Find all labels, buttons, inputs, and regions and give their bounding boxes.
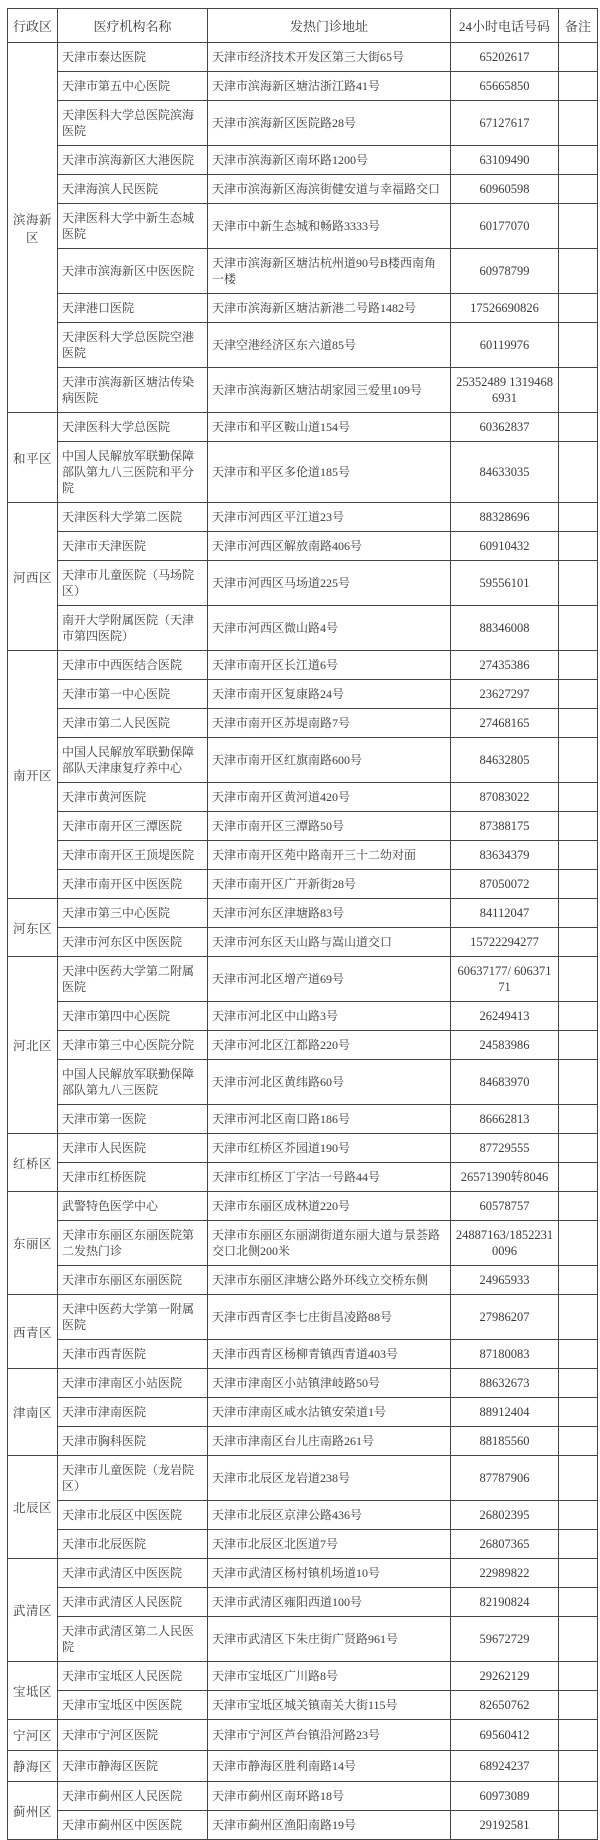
table-row — [8, 146, 598, 175]
address-cell: 天津市和平区多伦道185号 — [208, 442, 451, 503]
phone-cell: 83634379 — [451, 841, 559, 870]
hospital-name-cell: 天津市红桥医院 — [58, 1163, 208, 1192]
phone-cell: 27986207 — [451, 1295, 559, 1340]
address-cell: 天津市西青区杨柳青镇西青道403号 — [208, 1340, 451, 1369]
address-cell: 天津市北辰区北医道7号 — [208, 1530, 451, 1559]
hospital-name-cell: 天津市南开区中医医院 — [58, 870, 208, 899]
address-cell: 天津市北辰区龙岩道238号 — [208, 1456, 451, 1501]
table-header-row — [8, 9, 598, 43]
table-row — [8, 1266, 598, 1295]
table-row — [8, 503, 598, 532]
phone-cell: 26571390转8046 — [451, 1163, 559, 1192]
hospital-name-cell: 天津市滨海新区大港医院 — [58, 146, 208, 175]
phone-cell: 60362837 — [451, 413, 559, 442]
phone-cell: 67127617 — [451, 101, 559, 146]
address-cell: 天津市东丽区成林道220号 — [208, 1192, 451, 1221]
phone-cell: 84112047 — [451, 899, 559, 928]
address-cell: 天津市滨海新区塘沽杭州道90号B楼西南角一楼 — [208, 249, 451, 294]
fever-clinic-table — [7, 8, 598, 1840]
note-cell — [559, 870, 598, 899]
table-row — [8, 680, 598, 709]
table-row — [8, 368, 598, 413]
note-cell — [559, 1060, 598, 1105]
hospital-name-cell: 天津医科大学总医院空港医院 — [58, 323, 208, 368]
phone-cell: 69560412 — [451, 1720, 559, 1751]
table-row — [8, 561, 598, 606]
hospital-name-cell: 中国人民解放军联勤保障部队第九八三医院 — [58, 1060, 208, 1105]
phone-cell: 27435386 — [451, 651, 559, 680]
table-row — [8, 43, 598, 72]
hospital-name-cell: 天津市蓟州区人民医院 — [58, 1782, 208, 1811]
hospital-name-cell: 天津海滨人民医院 — [58, 175, 208, 204]
table-row — [8, 101, 598, 146]
address-cell: 天津市滨海新区塘沽胡家园三爱里109号 — [208, 368, 451, 413]
note-cell — [559, 1782, 598, 1811]
header-phone: 24小时电话号码 — [451, 9, 559, 43]
phone-cell: 29262129 — [451, 1662, 559, 1691]
address-cell: 天津市红桥区芥园道190号 — [208, 1134, 451, 1163]
note-cell — [559, 1456, 598, 1501]
hospital-name-cell: 中国人民解放军联勤保障部队第九八三医院和平分院 — [58, 442, 208, 503]
table-row — [8, 1782, 598, 1811]
phone-cell: 17526690826 — [451, 294, 559, 323]
hospital-name-cell: 天津市武清区人民医院 — [58, 1588, 208, 1617]
hospital-name-cell: 天津市黄河医院 — [58, 783, 208, 812]
table-row — [8, 738, 598, 783]
table-row — [8, 442, 598, 503]
address-cell: 天津市南开区复康路24号 — [208, 680, 451, 709]
district-cell: 北辰区 — [8, 1456, 58, 1559]
table-row — [8, 957, 598, 1002]
hospital-name-cell: 天津市宁河区医院 — [58, 1720, 208, 1751]
table-row — [8, 1295, 598, 1340]
hospital-name-cell: 天津市静海区医院 — [58, 1751, 208, 1782]
note-cell — [559, 1163, 598, 1192]
note-cell — [559, 1501, 598, 1530]
phone-cell: 65202617 — [451, 43, 559, 72]
table-row — [8, 1530, 598, 1559]
table-body — [8, 43, 598, 1840]
address-cell: 天津市南开区苏堤南路7号 — [208, 709, 451, 738]
hospital-name-cell: 天津市儿童医院（龙岩院区） — [58, 1456, 208, 1501]
table-row — [8, 899, 598, 928]
note-cell — [559, 709, 598, 738]
table-row — [8, 841, 598, 870]
address-cell: 天津市滨海新区医院路28号 — [208, 101, 451, 146]
note-cell — [559, 651, 598, 680]
table-row — [8, 413, 598, 442]
table-row — [8, 1105, 598, 1134]
hospital-name-cell: 南开大学附属医院（天津市第四医院） — [58, 606, 208, 651]
note-cell — [559, 899, 598, 928]
note-cell — [559, 442, 598, 503]
table-row — [8, 1456, 598, 1501]
table-row — [8, 532, 598, 561]
district-cell: 和平区 — [8, 413, 58, 503]
table-row — [8, 1811, 598, 1840]
table-row — [8, 1691, 598, 1720]
header-hospital-name: 医疗机构名称 — [58, 9, 208, 43]
district-cell: 河西区 — [8, 503, 58, 651]
hospital-name-cell: 天津市第四中心医院 — [58, 1002, 208, 1031]
phone-cell: 26249413 — [451, 1002, 559, 1031]
note-cell — [559, 1398, 598, 1427]
address-cell: 天津市宝坻区广川路8号 — [208, 1662, 451, 1691]
phone-cell: 88185560 — [451, 1427, 559, 1456]
note-cell — [559, 561, 598, 606]
hospital-name-cell: 天津市第二人民医院 — [58, 709, 208, 738]
address-cell: 天津市南开区黄河道420号 — [208, 783, 451, 812]
hospital-name-cell: 武警特色医学中心 — [58, 1192, 208, 1221]
phone-cell: 60960598 — [451, 175, 559, 204]
note-cell — [559, 1295, 598, 1340]
district-cell: 津南区 — [8, 1369, 58, 1456]
phone-cell: 88632673 — [451, 1369, 559, 1398]
hospital-name-cell: 天津中医药大学第一附属医院 — [58, 1295, 208, 1340]
district-cell: 武清区 — [8, 1559, 58, 1662]
hospital-name-cell: 天津市第一中心医院 — [58, 680, 208, 709]
hospital-name-cell: 天津市北辰医院 — [58, 1530, 208, 1559]
hospital-name-cell: 天津市人民医院 — [58, 1134, 208, 1163]
hospital-name-cell: 天津港口医院 — [58, 294, 208, 323]
hospital-name-cell: 天津市滨海新区塘沽传染病医院 — [58, 368, 208, 413]
phone-cell: 60177070 — [451, 204, 559, 249]
hospital-name-cell: 天津市武清区第二人民医院 — [58, 1617, 208, 1662]
phone-cell: 63109490 — [451, 146, 559, 175]
header-note: 备注 — [559, 9, 598, 43]
district-cell: 南开区 — [8, 651, 58, 899]
phone-cell: 65665850 — [451, 72, 559, 101]
hospital-name-cell: 中国人民解放军联勤保障部队天津康复疗养中心 — [58, 738, 208, 783]
address-cell: 天津市滨海新区南环路1200号 — [208, 146, 451, 175]
hospital-name-cell: 天津市武清区中医医院 — [58, 1559, 208, 1588]
phone-cell: 59556101 — [451, 561, 559, 606]
phone-cell: 29192581 — [451, 1811, 559, 1840]
note-cell — [559, 1369, 598, 1398]
hospital-name-cell: 天津医科大学第二医院 — [58, 503, 208, 532]
note-cell — [559, 1031, 598, 1060]
note-cell — [559, 1691, 598, 1720]
hospital-name-cell: 天津市第三中心医院 — [58, 899, 208, 928]
table-row — [8, 204, 598, 249]
table-row — [8, 1163, 598, 1192]
hospital-name-cell: 天津市东丽区东丽医院第二发热门诊 — [58, 1221, 208, 1266]
note-cell — [559, 812, 598, 841]
note-cell — [559, 503, 598, 532]
note-cell — [559, 101, 598, 146]
address-cell: 天津市南开区长江道6号 — [208, 651, 451, 680]
hospital-name-cell: 天津医科大学中新生态城医院 — [58, 204, 208, 249]
address-cell: 天津市蓟州区渔阳南路19号 — [208, 1811, 451, 1840]
table-row — [8, 709, 598, 738]
phone-cell: 88328696 — [451, 503, 559, 532]
phone-cell: 88912404 — [451, 1398, 559, 1427]
table-row — [8, 651, 598, 680]
table-row — [8, 606, 598, 651]
note-cell — [559, 841, 598, 870]
table-row — [8, 1134, 598, 1163]
address-cell: 天津市静海区胜利南路14号 — [208, 1751, 451, 1782]
table-row — [8, 812, 598, 841]
address-cell: 天津市东丽区东丽湖街道东丽大道与景荟路交口北侧200米 — [208, 1221, 451, 1266]
hospital-name-cell: 天津市宝坻区中医医院 — [58, 1691, 208, 1720]
note-cell — [559, 146, 598, 175]
hospital-name-cell: 天津市儿童医院（马场院区） — [58, 561, 208, 606]
address-cell: 天津市西青区李七庄街昌凌路88号 — [208, 1295, 451, 1340]
address-cell: 天津市经济技术开发区第三大街65号 — [208, 43, 451, 72]
phone-cell: 82650762 — [451, 1691, 559, 1720]
note-cell — [559, 680, 598, 709]
note-cell — [559, 532, 598, 561]
address-cell: 天津市武清区雍阳西道100号 — [208, 1588, 451, 1617]
phone-cell: 87083022 — [451, 783, 559, 812]
note-cell — [559, 1559, 598, 1588]
district-cell: 东丽区 — [8, 1192, 58, 1295]
hospital-name-cell: 天津市东丽区东丽医院 — [58, 1266, 208, 1295]
phone-cell: 87050072 — [451, 870, 559, 899]
address-cell: 天津市滨海新区塘沽浙江路41号 — [208, 72, 451, 101]
table-row — [8, 1192, 598, 1221]
phone-cell: 87180083 — [451, 1340, 559, 1369]
note-cell — [559, 1340, 598, 1369]
table-row — [8, 1031, 598, 1060]
hospital-name-cell: 天津市第五中心医院 — [58, 72, 208, 101]
phone-cell: 26807365 — [451, 1530, 559, 1559]
address-cell: 天津市南开区苑中路南开三十二幼对面 — [208, 841, 451, 870]
hospital-name-cell: 天津市泰达医院 — [58, 43, 208, 72]
phone-cell: 84633035 — [451, 442, 559, 503]
address-cell: 天津市河北区中山路3号 — [208, 1002, 451, 1031]
hospital-name-cell: 天津市第三中心医院分院 — [58, 1031, 208, 1060]
phone-cell: 60978799 — [451, 249, 559, 294]
address-cell: 天津市河北区南口路186号 — [208, 1105, 451, 1134]
address-cell: 天津市滨海新区海滨街健安道与幸福路交口 — [208, 175, 451, 204]
table-row — [8, 175, 598, 204]
address-cell: 天津市和平区鞍山道154号 — [208, 413, 451, 442]
hospital-name-cell: 天津市北辰区中医医院 — [58, 1501, 208, 1530]
phone-cell: 24583986 — [451, 1031, 559, 1060]
phone-cell: 84632805 — [451, 738, 559, 783]
note-cell — [559, 1751, 598, 1782]
address-cell: 天津市南开区三潭路50号 — [208, 812, 451, 841]
address-cell: 天津市中新生态城和畅路3333号 — [208, 204, 451, 249]
address-cell: 天津市河东区天山路与嵩山道交口 — [208, 928, 451, 957]
hospital-name-cell: 天津市天津医院 — [58, 532, 208, 561]
note-cell — [559, 957, 598, 1002]
hospital-name-cell: 天津市西青医院 — [58, 1340, 208, 1369]
district-cell: 宁河区 — [8, 1720, 58, 1751]
note-cell — [559, 368, 598, 413]
district-cell: 河北区 — [8, 957, 58, 1134]
note-cell — [559, 1617, 598, 1662]
address-cell: 天津市河西区解放南路406号 — [208, 532, 451, 561]
phone-cell: 60973089 — [451, 1782, 559, 1811]
note-cell — [559, 1530, 598, 1559]
address-cell: 天津市河西区微山路4号 — [208, 606, 451, 651]
phone-cell: 87388175 — [451, 812, 559, 841]
note-cell — [559, 1427, 598, 1456]
hospital-name-cell: 天津市滨海新区中医医院 — [58, 249, 208, 294]
address-cell: 天津市滨海新区塘沽新港二号路1482号 — [208, 294, 451, 323]
table-row — [8, 870, 598, 899]
table-row — [8, 1559, 598, 1588]
hospital-name-cell: 天津市中西医结合医院 — [58, 651, 208, 680]
table-row — [8, 1720, 598, 1751]
hospital-name-cell: 天津市津南区小站医院 — [58, 1369, 208, 1398]
district-cell: 河东区 — [8, 899, 58, 957]
phone-cell: 68924237 — [451, 1751, 559, 1782]
phone-cell: 23627297 — [451, 680, 559, 709]
hospital-name-cell: 天津市第一医院 — [58, 1105, 208, 1134]
district-cell: 蓟州区 — [8, 1782, 58, 1840]
note-cell — [559, 606, 598, 651]
table-row — [8, 1340, 598, 1369]
phone-cell: 60119976 — [451, 323, 559, 368]
phone-cell: 15722294277 — [451, 928, 559, 957]
address-cell: 天津市宝坻区城关镇南关大街115号 — [208, 1691, 451, 1720]
note-cell — [559, 1811, 598, 1840]
district-cell: 宝坻区 — [8, 1662, 58, 1720]
address-cell: 天津市津南区咸水沽镇安荣道1号 — [208, 1398, 451, 1427]
phone-cell: 22989822 — [451, 1559, 559, 1588]
address-cell: 天津市北辰区京津公路436号 — [208, 1501, 451, 1530]
table-row — [8, 1002, 598, 1031]
hospital-name-cell: 天津市南开区王顶堤医院 — [58, 841, 208, 870]
address-cell: 天津市蓟州区南环路18号 — [208, 1782, 451, 1811]
table-row — [8, 783, 598, 812]
note-cell — [559, 294, 598, 323]
address-cell: 天津市津南区台儿庄南路261号 — [208, 1427, 451, 1456]
address-cell: 天津市南开区红旗南路600号 — [208, 738, 451, 783]
phone-cell: 60910432 — [451, 532, 559, 561]
hospital-name-cell: 天津医科大学总医院滨海医院 — [58, 101, 208, 146]
phone-cell: 87729555 — [451, 1134, 559, 1163]
phone-cell: 60637177/ 60637171 — [451, 957, 559, 1002]
table-row — [8, 249, 598, 294]
header-district: 行政区 — [8, 9, 58, 43]
note-cell — [559, 323, 598, 368]
hospital-name-cell: 天津市宝坻区人民医院 — [58, 1662, 208, 1691]
table-row — [8, 294, 598, 323]
table-row — [8, 72, 598, 101]
hospital-name-cell: 天津市蓟州区中医医院 — [58, 1811, 208, 1840]
note-cell — [559, 249, 598, 294]
note-cell — [559, 1221, 598, 1266]
phone-cell: 59672729 — [451, 1617, 559, 1662]
phone-cell: 60578757 — [451, 1192, 559, 1221]
table-row — [8, 1221, 598, 1266]
address-cell: 天津市武清区下朱庄街广贤路961号 — [208, 1617, 451, 1662]
phone-cell: 25352489 13194686931 — [451, 368, 559, 413]
hospital-name-cell: 天津中医药大学第二附属医院 — [58, 957, 208, 1002]
phone-cell: 26802395 — [451, 1501, 559, 1530]
table-row — [8, 1060, 598, 1105]
address-cell: 天津市宁河区芦台镇沿河路23号 — [208, 1720, 451, 1751]
table-row — [8, 1751, 598, 1782]
phone-cell: 24965933 — [451, 1266, 559, 1295]
hospital-name-cell: 天津市河东区中医医院 — [58, 928, 208, 957]
table-row — [8, 1617, 598, 1662]
note-cell — [559, 1588, 598, 1617]
address-cell: 天津市红桥区丁字沽一号路44号 — [208, 1163, 451, 1192]
note-cell — [559, 928, 598, 957]
table-row — [8, 1398, 598, 1427]
phone-cell: 88346008 — [451, 606, 559, 651]
header-clinic-address: 发热门诊地址 — [208, 9, 451, 43]
address-cell: 天津市河西区平江道23号 — [208, 503, 451, 532]
note-cell — [559, 1134, 598, 1163]
note-cell — [559, 1105, 598, 1134]
address-cell: 天津市河北区江都路220号 — [208, 1031, 451, 1060]
phone-cell: 27468165 — [451, 709, 559, 738]
district-cell: 静海区 — [8, 1751, 58, 1782]
phone-cell: 86662813 — [451, 1105, 559, 1134]
note-cell — [559, 1192, 598, 1221]
table-row — [8, 323, 598, 368]
address-cell: 天津市河北区增产道69号 — [208, 957, 451, 1002]
note-cell — [559, 1266, 598, 1295]
table-row — [8, 1427, 598, 1456]
note-cell — [559, 43, 598, 72]
address-cell: 天津空港经济区东六道85号 — [208, 323, 451, 368]
hospital-name-cell: 天津市胸科医院 — [58, 1427, 208, 1456]
hospital-name-cell: 天津市南开区三潭医院 — [58, 812, 208, 841]
note-cell — [559, 413, 598, 442]
phone-cell: 84683970 — [451, 1060, 559, 1105]
hospital-name-cell: 天津市津南医院 — [58, 1398, 208, 1427]
table-row — [8, 1501, 598, 1530]
table-row — [8, 1369, 598, 1398]
table-row — [8, 1588, 598, 1617]
address-cell: 天津市河北区黄纬路60号 — [208, 1060, 451, 1105]
address-cell: 天津市武清区杨村镇机场道10号 — [208, 1559, 451, 1588]
table-row — [8, 928, 598, 957]
note-cell — [559, 783, 598, 812]
hospital-name-cell: 天津医科大学总医院 — [58, 413, 208, 442]
address-cell: 天津市津南区小站镇津岐路50号 — [208, 1369, 451, 1398]
district-cell: 滨海新区 — [8, 43, 58, 413]
district-cell: 西青区 — [8, 1295, 58, 1369]
district-cell: 红桥区 — [8, 1134, 58, 1192]
note-cell — [559, 1002, 598, 1031]
address-cell: 天津市东丽区津塘公路外环线立交桥东侧 — [208, 1266, 451, 1295]
address-cell: 天津市河东区津塘路83号 — [208, 899, 451, 928]
address-cell: 天津市河西区马场道225号 — [208, 561, 451, 606]
phone-cell: 82190824 — [451, 1588, 559, 1617]
note-cell — [559, 175, 598, 204]
address-cell: 天津市南开区广开新街28号 — [208, 870, 451, 899]
phone-cell: 24887163/18522310096 — [451, 1221, 559, 1266]
note-cell — [559, 738, 598, 783]
note-cell — [559, 204, 598, 249]
phone-cell: 87787906 — [451, 1456, 559, 1501]
note-cell — [559, 72, 598, 101]
note-cell — [559, 1720, 598, 1751]
